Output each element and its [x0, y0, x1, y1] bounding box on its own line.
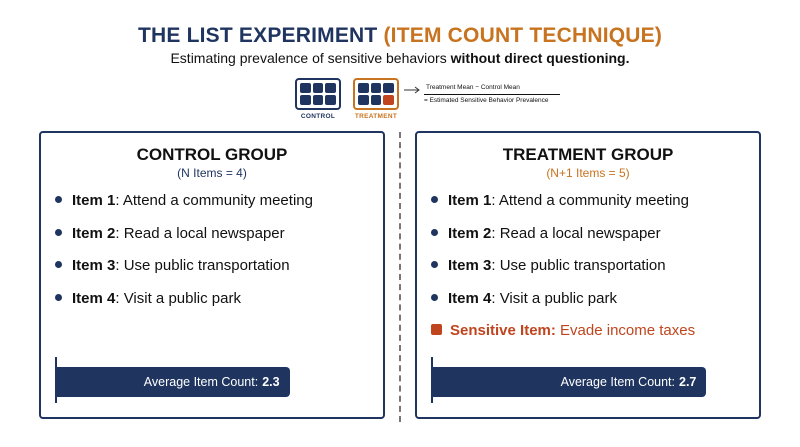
item-text: : Use public transportation [491, 257, 666, 274]
treatment-group-panel [415, 131, 761, 419]
title-main: THE LIST EXPERIMENT [137, 24, 384, 47]
bullet-icon [431, 261, 438, 268]
list-item [55, 192, 313, 209]
average-count-label: Average Item Count: [143, 375, 259, 389]
list-item [431, 192, 689, 209]
item-label: Item 1 [448, 192, 492, 209]
page-title [0, 24, 800, 48]
item-label: Item 2 [448, 225, 492, 242]
average-count-value: 2.3 [262, 375, 280, 389]
treatment-grid-icon [353, 78, 399, 110]
item-text: : Read a local newspaper [491, 225, 661, 242]
sensitive-square-icon [431, 324, 442, 335]
bullet-icon [55, 229, 62, 236]
item-text: : Visit a public park [491, 290, 617, 307]
subtitle-bold: without direct questioning. [450, 50, 630, 66]
control-group-panel [39, 131, 385, 419]
item-label: Item 3 [72, 257, 116, 274]
subtitle-plain: Estimating prevalence of sensitive behaviors [170, 50, 451, 66]
item-text: : Attend a community meeting [115, 192, 313, 209]
control-grid-icon [295, 78, 341, 110]
formula-numerator: Treatment Mean − Control Mean [426, 84, 520, 91]
control-legend-label: CONTROL [300, 113, 336, 120]
treatment-group-title: TREATMENT GROUP [502, 145, 674, 164]
treatment-legend-label: TREATMENT [354, 113, 398, 120]
list-item [55, 290, 241, 307]
average-count-bar [431, 367, 706, 397]
bullet-icon [55, 294, 62, 301]
average-count-value: 2.7 [679, 375, 697, 389]
arrow-right-icon [404, 85, 422, 95]
item-text: : Read a local newspaper [115, 225, 285, 242]
bullet-icon [55, 261, 62, 268]
bullet-icon [431, 229, 438, 236]
item-text: : Attend a community meeting [491, 192, 689, 209]
list-item [431, 225, 661, 242]
bullet-icon [431, 196, 438, 203]
sensitive-item-text: Evade income taxes [555, 322, 696, 339]
formula-fraction-line [424, 94, 560, 95]
formula-result: = Estimated Sensitive Behavior Prevalence [424, 97, 549, 104]
control-group-subtitle: (N Items = 4) [177, 166, 247, 180]
sensitive-item [431, 322, 695, 339]
list-item [431, 290, 617, 307]
item-label: Item 1 [72, 192, 116, 209]
page-subtitle [0, 50, 800, 66]
item-label: Item 4 [72, 290, 116, 307]
item-label: Item 3 [448, 257, 492, 274]
treatment-group-subtitle: (N+1 Items = 5) [546, 166, 630, 180]
bullet-icon [431, 294, 438, 301]
item-text: : Use public transportation [115, 257, 290, 274]
list-item [55, 225, 285, 242]
control-group-title: CONTROL GROUP [136, 145, 288, 164]
item-label: Item 2 [72, 225, 116, 242]
item-text: : Visit a public park [115, 290, 241, 307]
item-label: Item 4 [448, 290, 492, 307]
average-count-label: Average Item Count: [560, 375, 675, 389]
title-accent: (ITEM COUNT TECHNIQUE) [383, 24, 663, 47]
group-divider [399, 132, 401, 422]
bullet-icon [55, 196, 62, 203]
list-item [431, 257, 666, 274]
sensitive-item-label: Sensitive Item: [450, 322, 556, 339]
list-item [55, 257, 290, 274]
average-count-bar [55, 367, 290, 397]
